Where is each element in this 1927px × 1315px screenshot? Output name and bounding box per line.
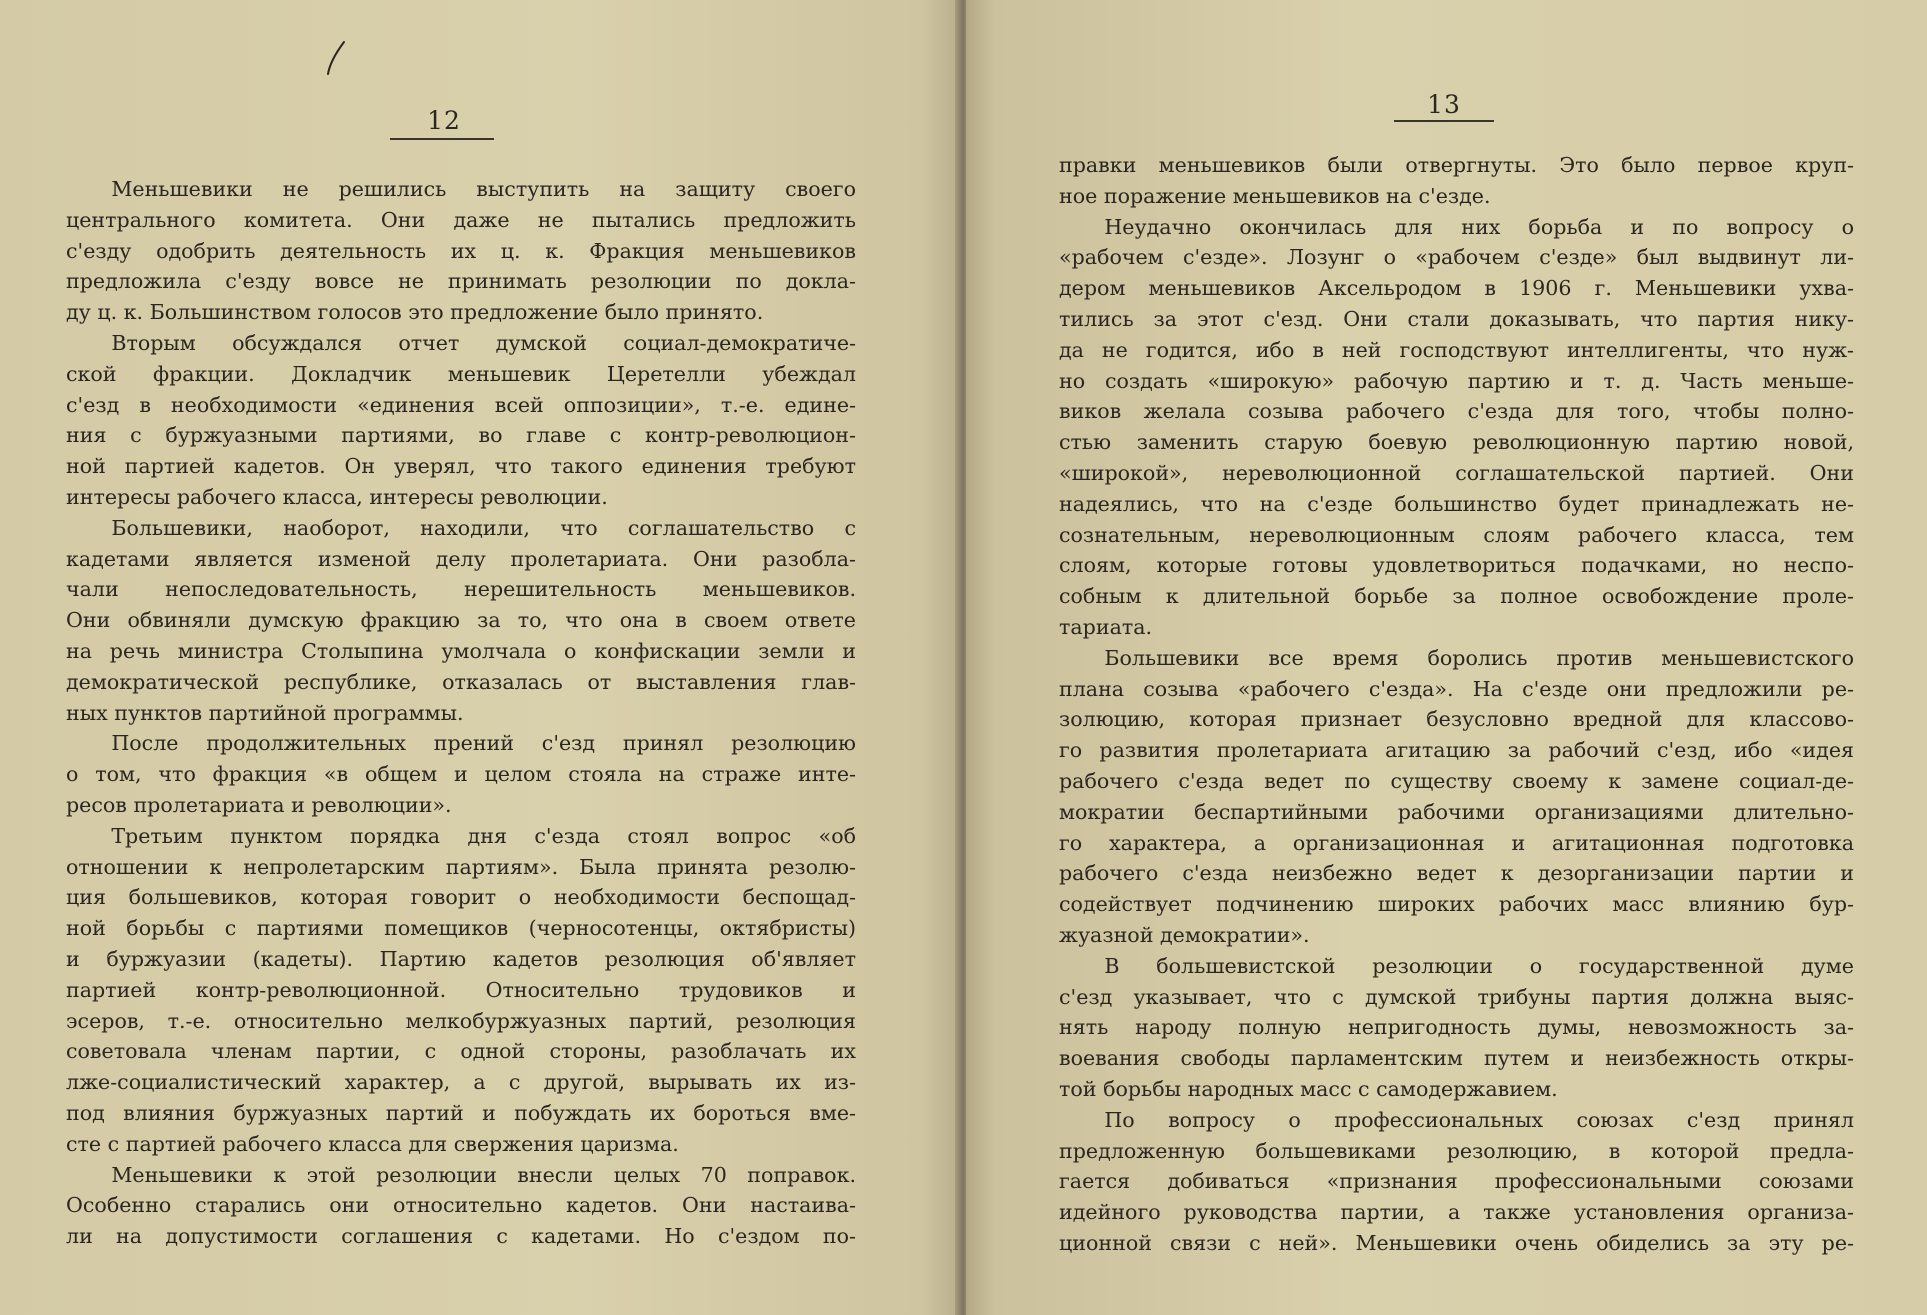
text-line: Третьим пунктом порядка дня с'езда стоял вопрос «об <box>111 823 856 848</box>
text-line: После продолжительных прений с'езд принял резолюцию <box>111 731 856 756</box>
text-line: сте с партией рабочего класса для свержения царизма. <box>66 1131 679 1156</box>
text-line: стью заменить старую боевую революционную партию новой, <box>1059 430 1854 455</box>
page-number-rule-left <box>390 138 494 140</box>
text-line: ли на допустимости соглашения с кадетами. Но с'ездом по- <box>66 1224 856 1249</box>
text-line: надеялись, что на с'езде большинство будет принадлежать не- <box>1059 491 1854 516</box>
text-line: под влияния буржуазных партий и побуждать их бороться вме- <box>66 1100 856 1125</box>
text-line: воевания свободы парламентским путем и неизбежность откры- <box>1059 1046 1854 1071</box>
text-line: ционной связи с ней». Меньшевики очень обиделись за эту ре- <box>1059 1230 1854 1255</box>
text-line: «рабочем с'езде». Лозунг о «рабочем с'езде» был выдвинут ли- <box>1059 245 1854 270</box>
text-line: ния с буржуазными партиями, во главе с контр-революцион- <box>66 423 856 448</box>
text-line: на речь министра Столыпина умолчала о конфискации земли и <box>66 638 856 663</box>
text-line: той борьбы народных масс с самодержавием. <box>1059 1076 1558 1101</box>
text-line: с'езду одобрить деятельность их ц. к. Фракция меньшевиков <box>66 238 856 263</box>
text-line: Неудачно окончилась для них борьба и по вопросу о <box>1104 214 1854 239</box>
text-line: В большевистской резолюции о государственной думе <box>1104 953 1854 978</box>
text-line: правки меньшевиков были отвергнуты. Это было первое круп- <box>1059 153 1854 177</box>
text-line: отношении к непролетарским партиям». Была принята резолю- <box>66 854 856 879</box>
text-line: Они обвиняли думскую фракцию за то, что она в своем ответе <box>66 608 856 633</box>
text-line: предложенную большевиками резолюцию, в которой предла- <box>1059 1138 1854 1163</box>
text-line: гается добиваться «признания профессиональными союзами <box>1059 1169 1854 1194</box>
text-line: о том, что фракция «в общем и целом стояла на страже инте- <box>66 762 856 787</box>
text-line: но создать «широкую» рабочую партию и т. д. Часть меньше- <box>1059 368 1854 393</box>
text-line: тариата. <box>1059 614 1153 639</box>
text-line: ное поражение меньшевиков на с'езде. <box>1059 183 1491 208</box>
text-line: ной партией кадетов. Он уверял, что такого единения требуют <box>66 454 856 479</box>
text-line: ду ц. к. Большинством голосов это предложение было принято. <box>66 300 764 325</box>
text-line: ция большевиков, которая говорит о необходимости беспощад- <box>66 885 856 910</box>
text-line: ных пунктов партийной программы. <box>66 700 464 725</box>
text-line: Большевики все время боролись против меньшевистского <box>1104 645 1854 670</box>
text-line: идейного руководства партии, а также установления организа- <box>1059 1200 1854 1225</box>
text-line: содействует подчинению широких рабочих масс влиянию бур- <box>1059 892 1854 917</box>
text-line: чали непоследовательность, нерешительность меньшевиков. <box>66 577 856 602</box>
text-line: интересы рабочего класса, интересы революции. <box>66 484 608 509</box>
text-line: лже-социалистический характер, а с другой, вырывать их из- <box>66 1070 856 1095</box>
text-line: дером меньшевиков Аксельродом в 1906 г. Меньшевики ухва- <box>1059 276 1854 301</box>
text-line: «широкой», нереволюционной соглашательской партией. Они <box>1059 460 1854 485</box>
text-line: эсеров, т.-е. относительно мелкобуржуазных партий, резолюция <box>66 1008 856 1033</box>
text-line: ской фракции. Докладчик меньшевик Церетелли убеждал <box>66 361 856 386</box>
text-line: нять народу полную непригодность думы, невозможность за- <box>1059 1015 1854 1040</box>
text-line: рабочего с'езда ведет по существу своему к замене социал-де- <box>1059 768 1854 793</box>
text-line: виков желала созыва рабочего с'езда для того, чтобы полно- <box>1059 399 1854 424</box>
right-page-text <box>1059 150 1854 1259</box>
text-line: мократии беспартийными рабочими организациями длительно- <box>1059 799 1854 824</box>
page-number-left: 12 <box>427 106 461 135</box>
text-line: партией контр-революционной. Относительно трудовиков и <box>66 977 856 1002</box>
text-line: с'езд в необходимости «единения всей оппозиции», т.-е. едине- <box>66 392 856 417</box>
text-line: По вопросу о профессиональных союзах с'езд принял <box>1104 1107 1854 1132</box>
text-line: го характера, а организационная и агитационная подготовка <box>1059 830 1854 855</box>
text-line: кадетами является изменой делу пролетариата. Они разобла- <box>66 546 856 571</box>
text-line: ной борьбы с партиями помещиков (черносотенцы, октябристы) <box>66 916 856 941</box>
text-line: плана созыва «рабочего с'езда». На с'езде они предложили ре- <box>1059 676 1854 701</box>
text-line: сознательным, нереволюционным слоям рабочего класса, тем <box>1059 522 1854 547</box>
text-line: рабочего с'езда неизбежно ведет к дезорганизации партии и <box>1059 861 1854 886</box>
pen-mark-icon <box>322 40 352 80</box>
left-page <box>0 0 960 1315</box>
text-line: тились за этот с'езд. Они стали доказывать, что партия нику- <box>1059 306 1854 331</box>
text-line: Вторым обсуждался отчет думской социал-демократиче- <box>111 330 856 355</box>
text-line: ресов пролетариата и революции». <box>66 792 452 817</box>
text-line: Меньшевики не решились выступить на защиту своего <box>111 177 856 201</box>
text-line: советовала членам партии, с одной стороны, разоблачать их <box>66 1039 856 1064</box>
text-line: демократической республике, отказалась от выставления глав- <box>66 669 856 694</box>
text-line: предложила с'езду вовсе не принимать резолюции по докла- <box>66 269 856 294</box>
text-line: центрального комитета. Они даже не пытались предложить <box>66 207 856 232</box>
text-line: Особенно старались они относительно кадетов. Они настаива- <box>66 1193 856 1218</box>
text-line: Меньшевики к этой резолюции внесли целых 70 поправок. <box>111 1162 856 1187</box>
left-page-text <box>66 174 856 1252</box>
page-number-right: 13 <box>1427 90 1461 119</box>
text-line: собным к длительной борьбе за полное освобождение проле- <box>1059 584 1854 609</box>
page-number-rule-right <box>1394 120 1494 122</box>
text-line: жуазной демократии». <box>1059 922 1310 947</box>
right-page <box>966 0 1927 1315</box>
text-line: Большевики, наоборот, находили, что соглашательство с <box>111 515 856 540</box>
text-line: золюцию, которая признает безусловно вредной для классово- <box>1059 707 1854 732</box>
text-line: слоям, которые готовы удовлетвориться подачками, но неспо- <box>1059 553 1854 578</box>
text-line: да не годится, ибо в ней господствуют интеллигенты, что нуж- <box>1059 337 1854 362</box>
text-line: го развития пролетариата агитацию за рабочий с'езд, ибо «идея <box>1059 738 1854 763</box>
text-line: и буржуазии (кадеты). Партию кадетов резолюция об'являет <box>66 946 856 971</box>
text-line: с'езд указывает, что с думской трибуны партия должна выяс- <box>1059 984 1854 1009</box>
